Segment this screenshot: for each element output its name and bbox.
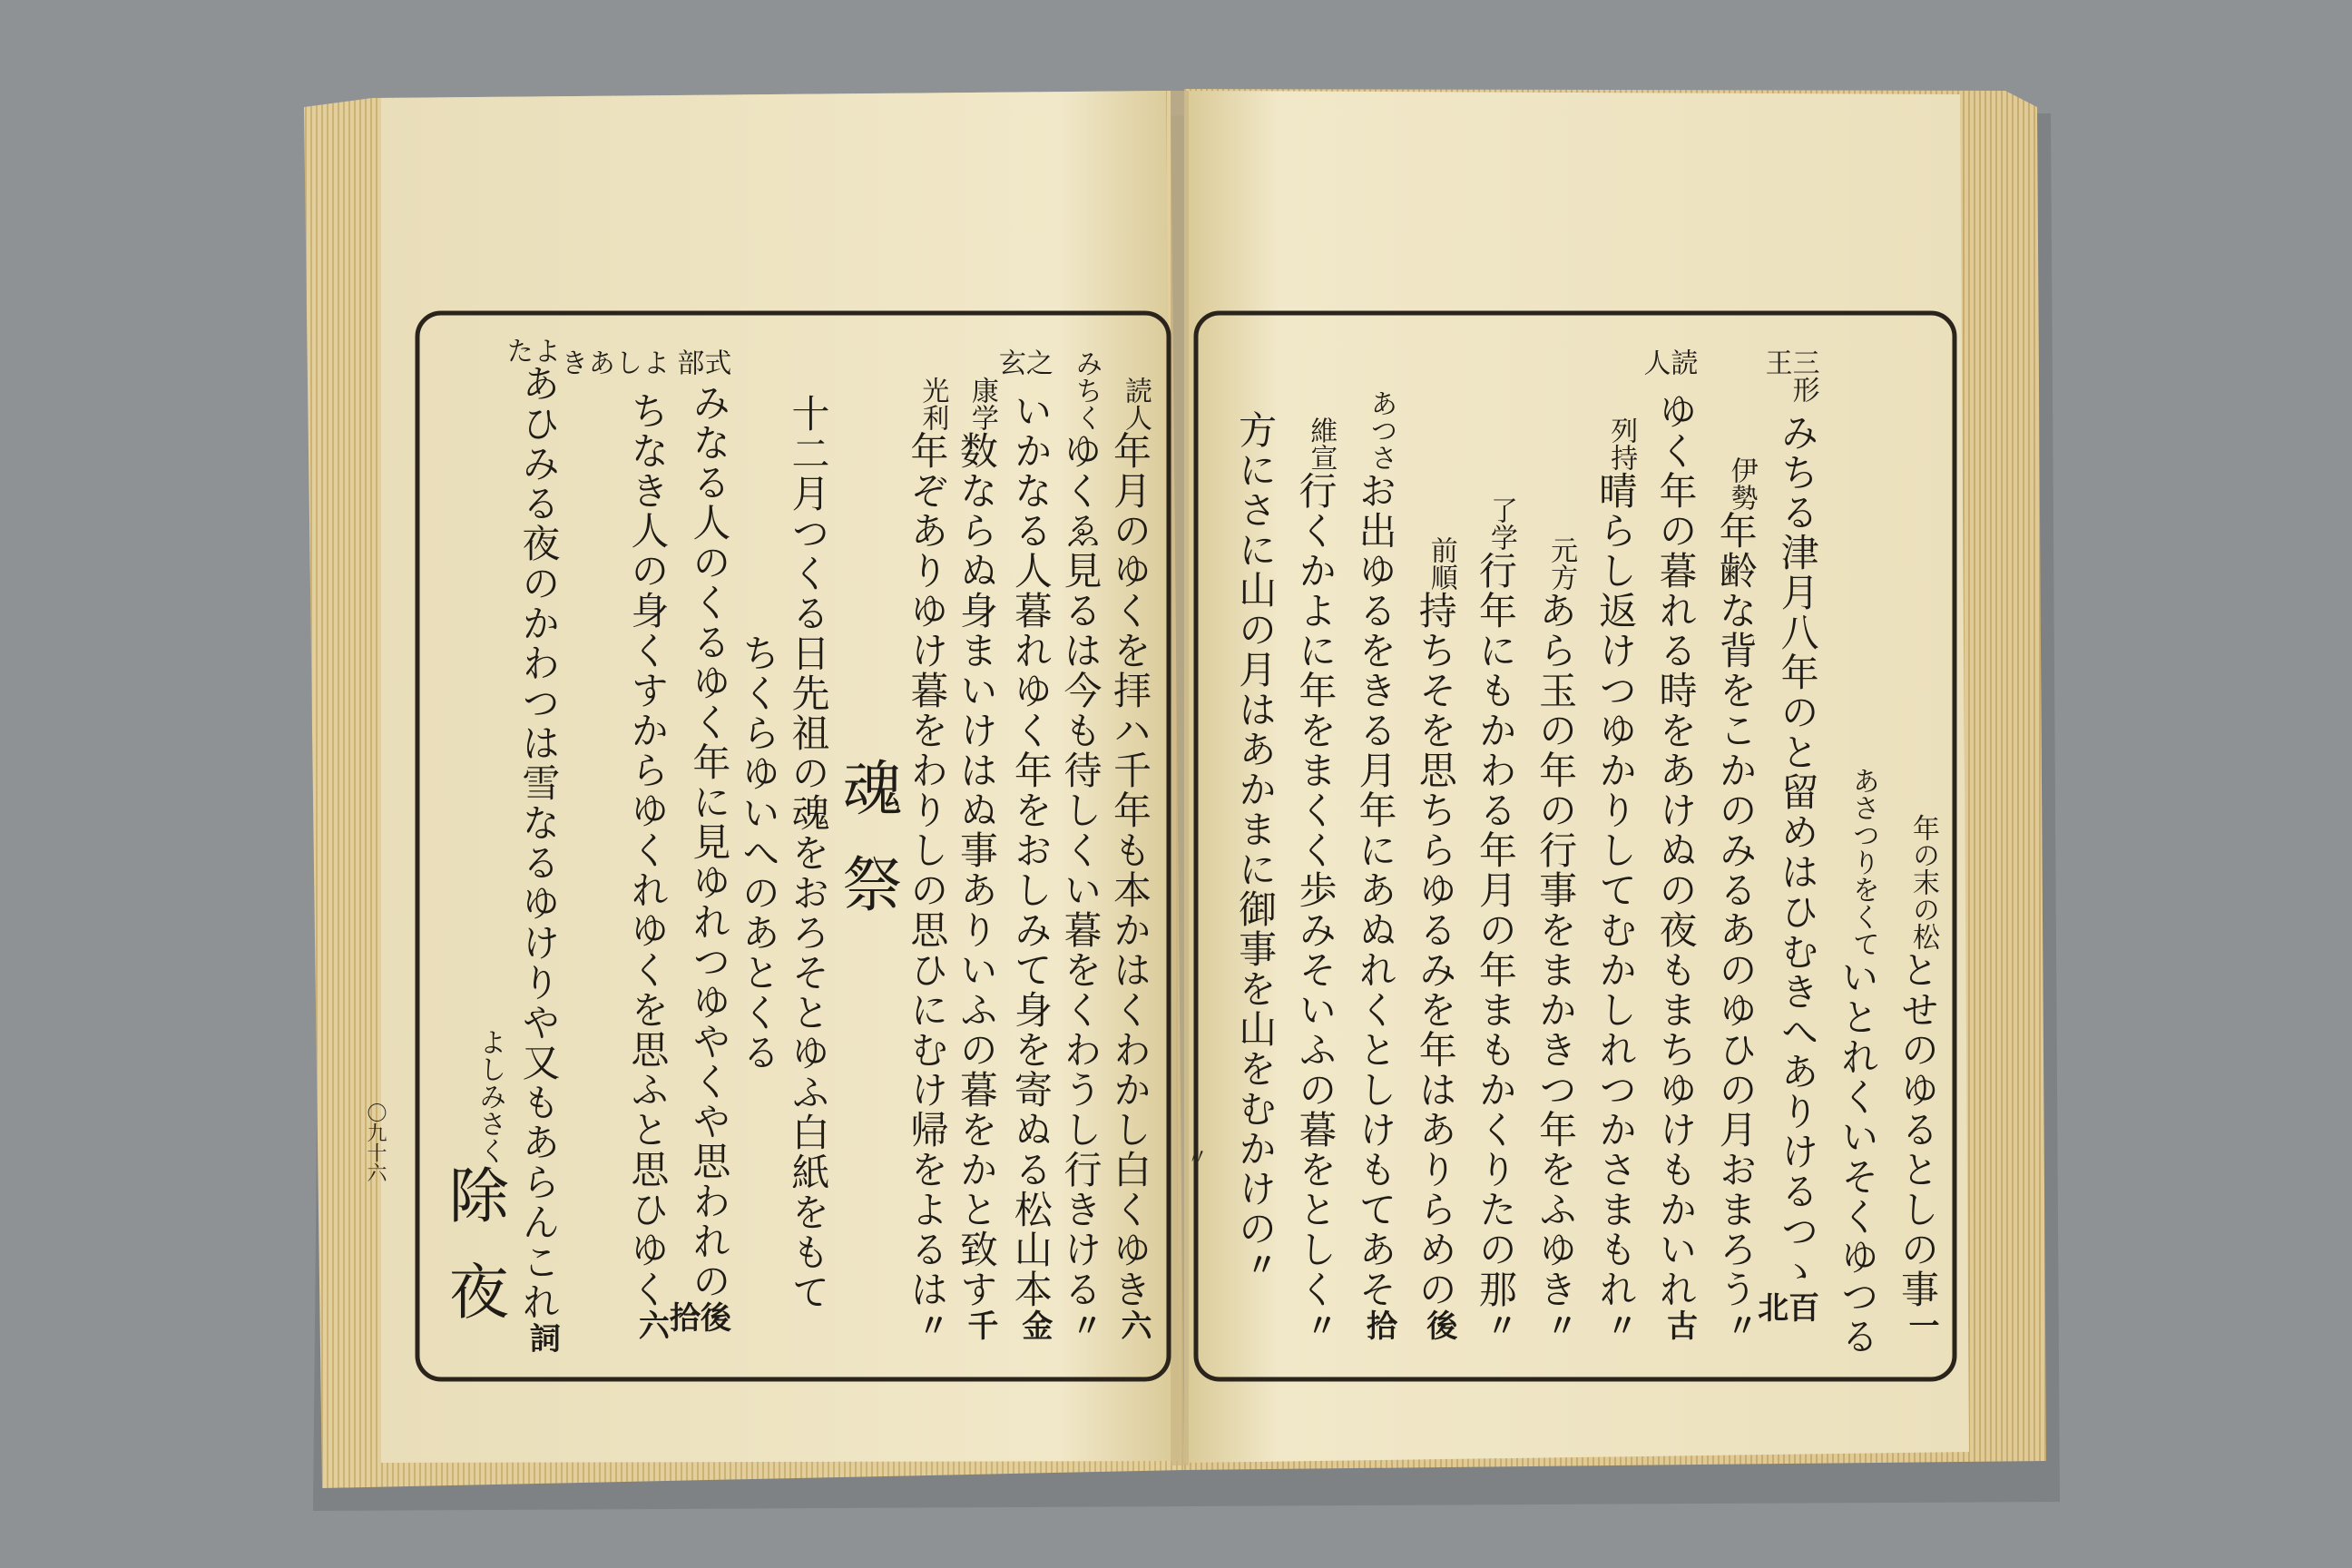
text-column — [1877, 348, 1940, 1357]
source-mark: 古 — [1661, 1309, 1698, 1340]
poem-text: あひみる夜のかわつは雪なるゆけりや又もあらんこれ — [516, 363, 562, 1322]
section-title: 除夜 — [438, 1164, 509, 1357]
source-mark: 〃 — [1240, 1248, 1278, 1279]
text-column — [1334, 348, 1398, 1357]
poem-text: 行くかよに年をまくく歩みそいふの暮をとしく — [1293, 471, 1338, 1309]
poem-text: いかなる人暮れゆく年をおしみて身を寄ぬる松山本 — [1008, 391, 1054, 1309]
author-name: 読人 — [1120, 377, 1152, 431]
author-name: 前順 — [1425, 536, 1457, 591]
text-column — [1274, 348, 1338, 1357]
text-column — [1099, 348, 1152, 1357]
source-mark: 〃 — [1541, 1309, 1578, 1340]
text-column — [1751, 348, 1820, 1357]
poem-text: とせのゆるとしの事 — [1896, 950, 1940, 1309]
section-title-column — [434, 348, 509, 1357]
author-name: 年の末の松 — [1907, 814, 1939, 950]
text-column — [1050, 348, 1103, 1357]
source-mark: 後 — [1420, 1309, 1457, 1340]
poem-text: みちる津月八年のと留めはひむきへありけるつゝ — [1775, 413, 1820, 1292]
source-mark: 〃 — [1720, 1309, 1758, 1340]
source-mark: 金 — [1015, 1309, 1053, 1340]
text-column — [1817, 348, 1880, 1357]
source-mark: 拾 — [1360, 1309, 1397, 1340]
source-mark: 〃 — [1601, 1309, 1638, 1340]
source-mark: 〃 — [912, 1309, 949, 1340]
center-mark: 〃 — [1182, 1145, 1208, 1167]
text-column — [555, 348, 671, 1357]
source-mark: 〃 — [1300, 1309, 1338, 1340]
poem-text: ゆくゑ見るは今も待しくい暮をくわうし行きける — [1058, 431, 1103, 1309]
author-name: 元方 — [1545, 536, 1578, 591]
poem-text: 持ちそを思ちらゆるみを年はありらめの — [1413, 591, 1458, 1309]
right-page — [1198, 328, 1951, 1377]
source-mark: 六 — [632, 1309, 670, 1340]
source-mark: 千 — [961, 1309, 998, 1340]
left-page — [419, 328, 1165, 1377]
poem-text: ちくらゆいへのあとくる — [736, 632, 781, 1073]
poem-text: あら玉の年の行事をまかきつ年をふゆき — [1534, 591, 1579, 1309]
source-mark: 後拾 — [663, 1300, 731, 1332]
poem-text: 数ならぬ身まいけはぬ事ありいふの暮をかと致す — [954, 431, 999, 1309]
author-name: よしあき — [555, 348, 670, 376]
author-name: 三形王 — [1759, 348, 1819, 403]
text-column — [778, 348, 831, 1357]
section-title-column — [827, 348, 902, 1357]
author-name: あさつりをくて — [1847, 767, 1879, 957]
text-column — [663, 348, 732, 1357]
source-mark: 百北 — [1751, 1291, 1819, 1323]
text-column — [1694, 348, 1759, 1357]
poem-text: ゆく年の暮れる時をあけぬの夜もまちゆけもかいれ — [1653, 391, 1699, 1309]
source-mark: 〃 — [1065, 1309, 1102, 1340]
source-mark: 六 — [1115, 1309, 1152, 1340]
poem-text: ちなき人の身くすからゆくれゆくを思ふと思ひゆく — [625, 391, 671, 1309]
author-name: 光利 — [916, 377, 949, 431]
source-mark: 〃 — [1480, 1309, 1517, 1340]
author-name: 読人 — [1638, 348, 1698, 376]
text-column — [897, 348, 950, 1357]
poem-text: いとれくいそくゆつる — [1835, 957, 1880, 1357]
text-column — [1574, 348, 1639, 1357]
author-name: 之玄 — [993, 348, 1053, 376]
text-column — [1214, 348, 1279, 1357]
poem-text: 年ぞありゆけ暮をわりしの思ひにむけ帰をよるは — [905, 431, 950, 1309]
source-mark: 詞 — [524, 1321, 561, 1353]
gutter — [1171, 91, 1189, 1465]
text-column — [1634, 348, 1699, 1357]
text-column — [728, 348, 781, 1357]
poem-text: お出ゆるをきる月年にあぬれくとしけもてあそ — [1353, 471, 1398, 1309]
section-title: 魂祭 — [831, 756, 902, 949]
text-column — [946, 348, 999, 1357]
author-name: 式部 — [671, 348, 731, 376]
author-name: 康学 — [965, 377, 998, 431]
author-name: あつさ — [1365, 389, 1397, 471]
text-column — [1514, 348, 1579, 1357]
text-column — [993, 348, 1054, 1357]
poem-text: 十二月つくる日先祖の魂をおろそとゆふ白紙をもて — [786, 393, 831, 1312]
poem-text: 行年にもかわる年月の年まもかくりたの那 — [1473, 551, 1518, 1309]
author-name: 伊勢 — [1725, 456, 1758, 511]
poem-text: みなる人のくるゆく年に見ゆれつゆやくや思われの — [687, 382, 732, 1301]
text-column — [1395, 348, 1458, 1357]
author-name: 維宣 — [1305, 416, 1338, 471]
author-name: よしみさく — [474, 1028, 506, 1164]
poem-text: 晴らし返けつゆかりしてむかしれつかさまもれ — [1593, 471, 1639, 1309]
text-column — [501, 336, 562, 1357]
author-name: よた — [501, 336, 561, 364]
author-name: みちく — [1070, 349, 1102, 431]
source-mark: 一 — [1903, 1309, 1939, 1340]
poem-text: 方にさに山の月はあかまに御事を山をむかけの — [1233, 409, 1279, 1249]
author-name: 了学 — [1485, 496, 1517, 551]
text-column — [1455, 348, 1518, 1357]
folio-number: 〇九十六 — [364, 1102, 387, 1182]
poem-text: 年齢な背をこかのみるあのゆひの月おまろう — [1713, 511, 1759, 1309]
author-name: 列持 — [1605, 416, 1638, 471]
poem-text: 年月のゆくを拝ハ千年も本かはくわかし白くゆき — [1108, 431, 1152, 1309]
